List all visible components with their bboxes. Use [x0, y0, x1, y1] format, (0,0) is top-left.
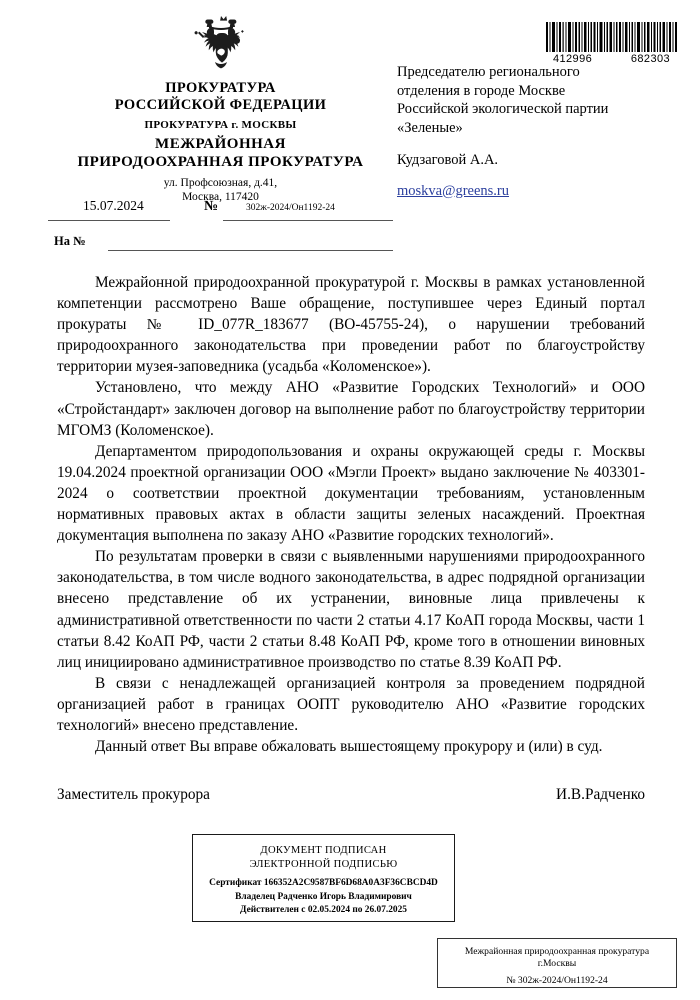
letterhead-zone: [0, 0, 700, 265]
addressee-block: [397, 63, 687, 200]
esign-validity-to: 26.07.2025: [364, 905, 407, 915]
signer-title: Заместитель прокурора: [57, 786, 210, 803]
letterhead-line2: РОССИЙСКОЙ ФЕДЕРАЦИИ: [114, 97, 327, 113]
date-rule: [48, 220, 170, 221]
registration-stamp-line1: Межрайонная природоохранная прокуратура: [464, 946, 650, 957]
addressee-email-link[interactable]: moskva@greens.ru: [397, 182, 510, 199]
body-text: [57, 272, 645, 757]
esign-validity-row: [193, 904, 454, 918]
number-rule: [223, 220, 393, 221]
document-number: 302ж-2024/Он1192-24: [246, 203, 335, 213]
russian-coat-of-arms-icon: [189, 14, 253, 76]
addressee-org-line3: Российской экологической партии: [397, 101, 609, 117]
registration-stamp: [437, 938, 677, 988]
signature-row: [57, 786, 645, 804]
on-reference-rule: [108, 250, 393, 251]
letterhead-big-line2: ПРИРОДООХРАННАЯ ПРОКУРАТУРА: [77, 154, 364, 170]
registration-stamp-number: 302ж-2024/Он1192-24: [517, 975, 608, 986]
esign-certificate-value: 166352A2C9587BF6D68A0A3F36CBCD4D: [263, 878, 438, 888]
registration-stamp-line2: г.Москвы: [537, 958, 577, 969]
registration-stamp-number-row: [438, 975, 676, 987]
on-reference-row: [48, 234, 393, 258]
addressee-org-line1: Председателю регионального: [397, 64, 580, 80]
barcode-left-digits: 412996: [553, 53, 593, 65]
addressee-person: Кудзаговой А.А.: [397, 152, 499, 168]
barcode-right-digits: 682303: [630, 53, 670, 65]
addressee-org-line4: «Зеленые»: [397, 119, 463, 136]
reference-row: [48, 198, 393, 222]
letterhead-address-line2: Москва, 117420: [182, 191, 259, 203]
number-sign: №: [204, 199, 219, 214]
on-reference-label: На №: [54, 234, 86, 248]
document-date: 15.07.2024: [83, 198, 144, 213]
letterhead-subline: ПРОКУРАТУРА г. МОСКВЫ: [144, 119, 297, 131]
esign-validity-label: Действителен с: [240, 905, 306, 915]
esign-validity-to-label: по: [352, 905, 363, 915]
electronic-signature-stamp: [192, 834, 455, 922]
signer-name: И.В.Радченко: [556, 786, 645, 803]
esign-validity-from: 02.05.2024: [307, 905, 350, 915]
esign-owner-row: [193, 891, 454, 905]
body-paragraph: Департаментом природопользования и охраны окружающей среды г. Москвы 19.04.2024 проектной организации ООО «Мэгли Проект» выдано заключение № 403301-2024 о соответствии проектной документации требованиям, установленным нормативных правовых актах в области защиты зеленых насаждений. Проектная документация выполнена по заказу АНО «Развитие городских технологий».: [57, 442, 645, 545]
letterhead-line1: ПРОКУРАТУРА: [165, 80, 276, 96]
body-paragraph: В связи с ненадлежащей организацией контроля за проведением подрядной организацией работ в границах ООПТ руководителю АНО «Развитие городских технологий» внесено представление.: [57, 674, 645, 734]
letterhead-address-line1: ул. Профсоюзная, д.41,: [163, 177, 278, 189]
letterhead-big-line1: МЕЖРАЙОННАЯ: [155, 136, 286, 152]
addressee-org-line2: отделения в городе Москве: [397, 82, 566, 99]
registration-stamp-number-sign: №: [506, 975, 516, 986]
esign-certificate-label: Сертификат: [209, 878, 262, 888]
letterhead: [48, 14, 393, 204]
reference-block: [48, 198, 393, 258]
body-paragraph: По результатам проверки в связи с выявленными нарушениями природоохранного законодательства, в том числе водного законодательства, в адрес подрядной организации внесено представление об их устранении, виновные лица привлечены к административной ответственности по части 2 статьи 4.17 КоАП города Москвы, части 1 статьи 8.42 КоАП РФ, части 2 статьи 8.48 КоАП РФ, кроме того в отношении виновных лиц инициировано административное производство по статье 8.39 КоАП РФ.: [57, 548, 645, 671]
esign-owner-value: Радченко Игорь Владимирович: [277, 891, 412, 902]
body-paragraph: Межрайонной природоохранной прокуратурой г. Москвы в рамках установленной компетенции рассмотрено Ваше обращение, поступившее через Единый портал прокураты № ID_077R_183677 (ВО-45755-24), о нарушении требований природоохранного законодательства при проведении работ по благоустройству территории музея-заповедника (усадьба «Коломенское»).: [57, 274, 645, 376]
barcode: [545, 22, 678, 65]
body-paragraph: Данный ответ Вы вправе обжаловать вышестоящему прокурору и (или) в суд.: [95, 738, 603, 756]
esign-owner-label: Владелец: [235, 891, 276, 902]
body-paragraph: Установлено, что между АНО «Развитие Городских Технологий» и ООО «Стройстандарт» заключен договор на выполнение работ по благоустройству территории МГОМЗ (Коломенское).: [57, 379, 645, 439]
esign-title-line1: ДОКУМЕНТ ПОДПИСАН: [260, 845, 387, 856]
esign-title-line2: ЭЛЕКТРОННОЙ ПОДПИСЬЮ: [249, 858, 398, 870]
esign-certificate-row: [193, 877, 454, 891]
barcode-icon: [545, 22, 678, 52]
